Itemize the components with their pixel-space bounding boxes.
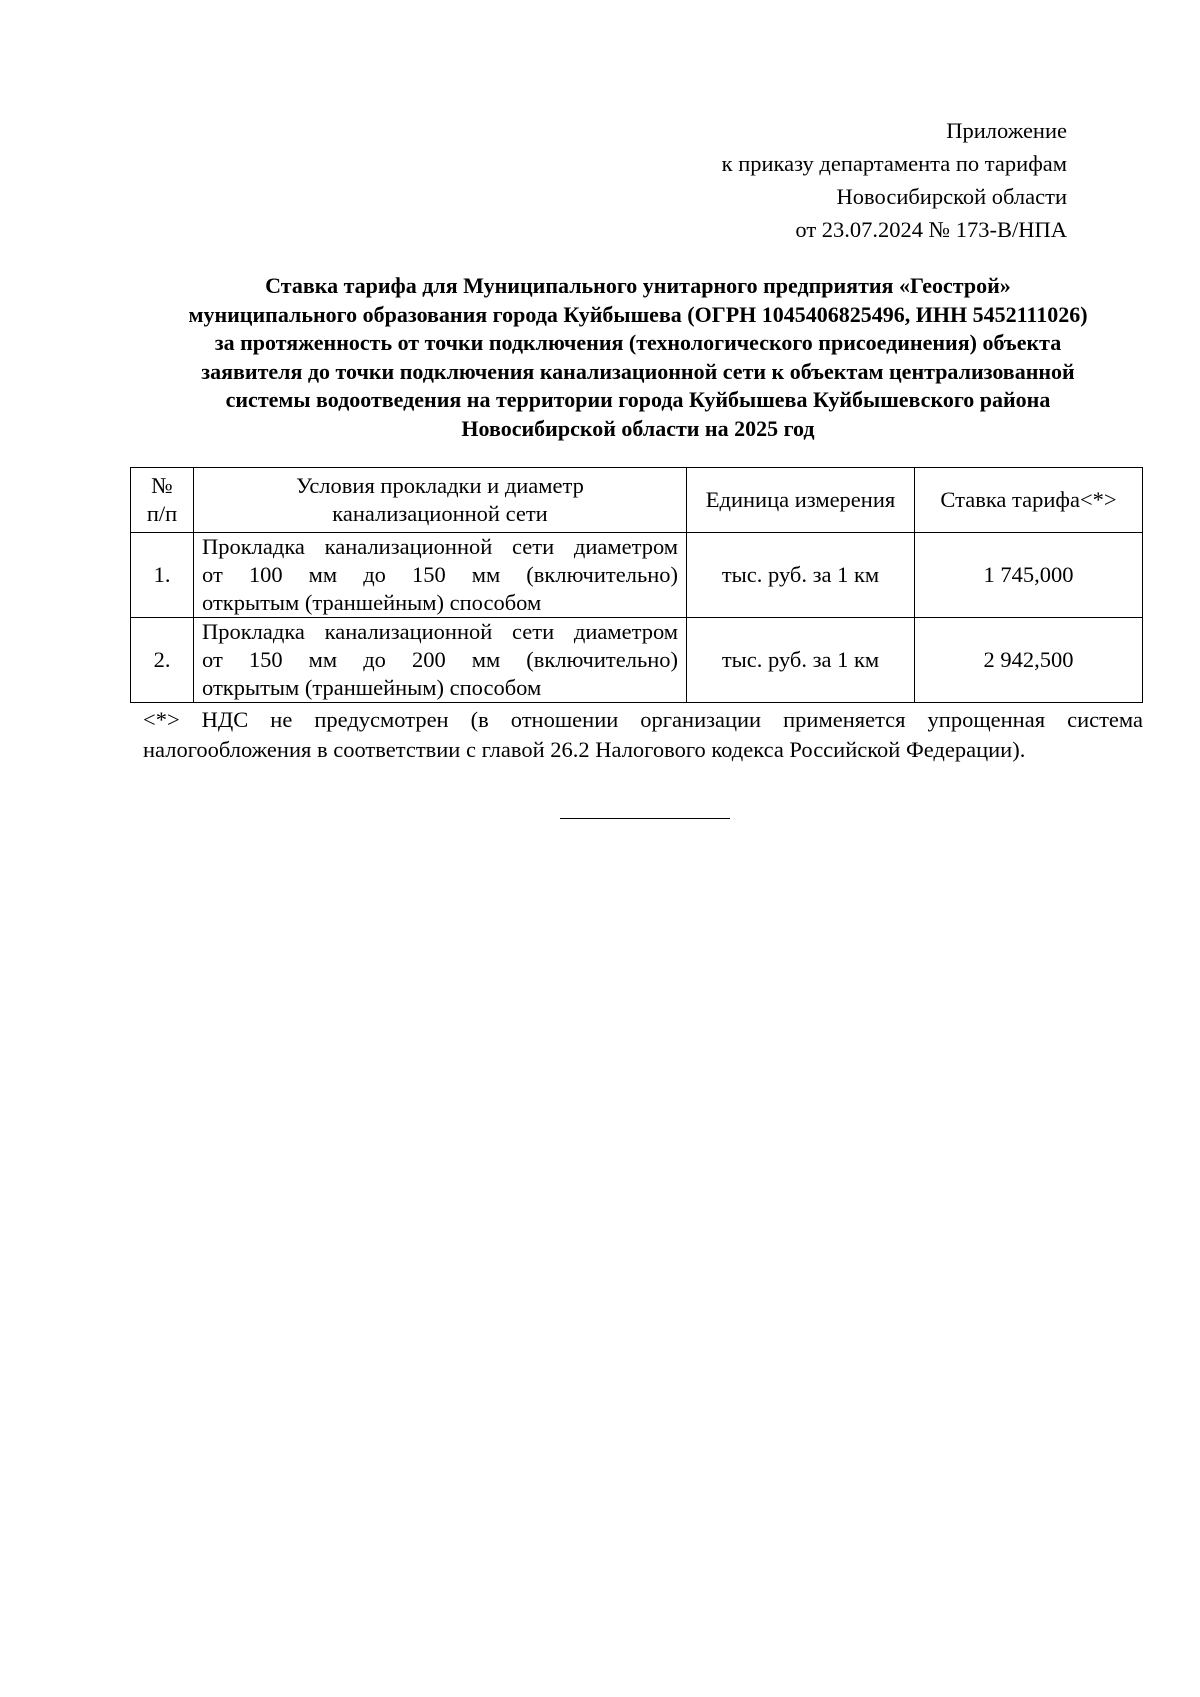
row-rate: 2 942,500 [915, 618, 1143, 703]
vat-footnote [143, 705, 1143, 765]
document-title [133, 272, 1143, 443]
footnote-line: <*> НДС не предусмотрен (в отношении организации применяется упрощенная система [143, 707, 1143, 732]
conditions-line: Прокладка канализационной сети диаметром [202, 619, 678, 644]
table-header-row [131, 468, 1143, 533]
header-number-line: № [151, 473, 173, 498]
header-number [131, 468, 194, 533]
appendix-header [547, 114, 1067, 246]
header-conditions [194, 468, 687, 533]
row-rate: 1 745,000 [915, 533, 1143, 618]
appendix-order-date-number: от 23.07.2024 № 173-В/НПА [795, 217, 1067, 242]
conditions-line: от 100 мм до 150 мм (включительно) [202, 562, 678, 587]
title-line: системы водоотведения на территории города Куйбышева Куйбышевского района [225, 387, 1051, 412]
title-line: Новосибирской области на 2025 год [461, 415, 815, 441]
table-row [131, 533, 1143, 618]
title-line: за протяженность от точки подключения (технологического присоединения) объекта [214, 330, 1062, 355]
conditions-line: от 150 мм до 200 мм (включительно) [202, 647, 678, 672]
conditions-line: открытым (траншейным) способом [202, 590, 542, 615]
row-unit: тыс. руб. за 1 км [687, 618, 915, 703]
title-line: Ставка тарифа для Муниципального унитарного предприятия «Геострой» [265, 273, 1011, 298]
title-line: заявителя до точки подключения канализационной сети к объектам централизованной [201, 358, 1075, 384]
end-separator-line [560, 818, 730, 819]
header-conditions-line: Условия прокладки и диаметр [296, 473, 584, 498]
footnote-line: налогообложения в соответствии с главой 26.2 Налогового кодекса Российской Федерации). [143, 737, 1026, 762]
header-conditions-line: канализационной сети [332, 501, 548, 526]
row-number: 1. [131, 533, 194, 618]
appendix-region: Новосибирской области [836, 184, 1067, 209]
tariff-table [130, 467, 1143, 703]
row-conditions [194, 618, 687, 703]
conditions-line: открытым (траншейным) способом [202, 675, 542, 700]
table-row [131, 618, 1143, 703]
title-line: муниципального образования города Куйбышева (ОГРН 1045406825496, ИНН 5452111026) [188, 301, 1088, 327]
header-number-line: п/п [146, 501, 178, 526]
appendix-order-ref: к приказу департамента по тарифам [721, 151, 1067, 176]
header-rate: Ставка тарифа<*> [915, 468, 1143, 533]
header-unit: Единица измерения [687, 468, 915, 533]
row-unit: тыс. руб. за 1 км [687, 533, 915, 618]
appendix-label: Приложение [946, 118, 1067, 143]
row-conditions [194, 533, 687, 618]
row-number: 2. [131, 618, 194, 703]
conditions-line: Прокладка канализационной сети диаметром [202, 534, 678, 559]
